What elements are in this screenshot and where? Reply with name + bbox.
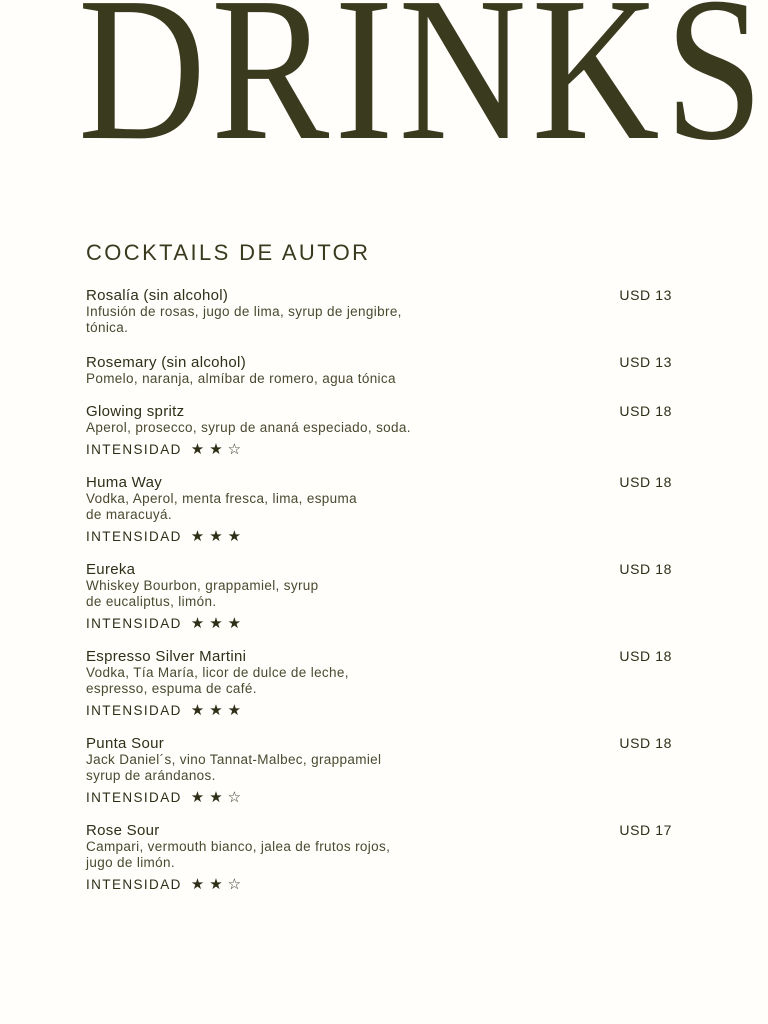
- item-name: Punta Sour: [86, 735, 165, 752]
- item-description: Vodka, Tía María, licor de dulce de leche, espresso, espuma de café.: [86, 665, 349, 696]
- star-filled-icon: ★: [209, 439, 223, 458]
- item-description: Whiskey Bourbon, grappamiel, syrup de eucaliptus, limón.: [86, 578, 319, 609]
- intensity-label: INTENSIDAD: [86, 529, 182, 544]
- item-description: Vodka, Aperol, menta fresca, lima, espuma de maracuyá.: [86, 491, 357, 522]
- star-rating: [191, 789, 246, 807]
- page-title: DRINKS: [78, 0, 768, 183]
- menu-item: [86, 474, 672, 545]
- star-filled-icon: ★: [190, 439, 205, 458]
- item-price: USD 18: [619, 735, 672, 751]
- star-filled-icon: ★: [209, 787, 223, 806]
- star-rating: [191, 615, 246, 633]
- intensity-rating: [86, 528, 672, 545]
- star-filled-icon: ★: [209, 700, 223, 719]
- intensity-rating: [86, 789, 672, 806]
- item-description: Aperol, prosecco, syrup de ananá especiado, soda.: [86, 420, 411, 435]
- intensity-rating: [86, 876, 672, 893]
- item-price: USD 18: [619, 561, 672, 577]
- star-filled-icon: ★: [190, 874, 205, 893]
- item-name: Rose Sour: [86, 822, 160, 839]
- item-description: Jack Daniel´s, vino Tannat-Malbec, grappamiel syrup de arándanos.: [86, 752, 382, 783]
- star-filled-icon: ★: [227, 613, 242, 632]
- item-name: Glowing spritz: [86, 403, 185, 420]
- item-name: Rosemary (sin alcohol): [86, 354, 246, 371]
- item-name: Rosalía (sin alcohol): [86, 287, 229, 304]
- intensity-label: INTENSIDAD: [86, 790, 182, 805]
- menu-item: [86, 354, 672, 387]
- intensity-label: INTENSIDAD: [86, 442, 182, 457]
- star-rating: [191, 876, 246, 894]
- star-outline-icon: ☆: [227, 787, 242, 806]
- item-description: Campari, vermouth bianco, jalea de frutos rojos, jugo de limón.: [86, 839, 391, 870]
- item-description: Infusión de rosas, jugo de lima, syrup de jengibre, tónica.: [86, 304, 402, 335]
- item-name: Huma Way: [86, 474, 163, 491]
- intensity-rating: [86, 615, 672, 632]
- menu-item: [86, 287, 672, 336]
- item-price: USD 18: [619, 403, 672, 419]
- item-price: USD 17: [619, 822, 672, 838]
- menu-item: [86, 403, 672, 458]
- item-price: USD 13: [619, 287, 672, 303]
- star-rating: [191, 528, 246, 546]
- star-filled-icon: ★: [190, 613, 205, 632]
- menu-item: [86, 735, 672, 806]
- menu-item: [86, 648, 672, 719]
- menu-item-list: [86, 287, 672, 893]
- star-outline-icon: ☆: [227, 874, 242, 893]
- menu-item: [86, 561, 672, 632]
- star-filled-icon: ★: [209, 613, 223, 632]
- section-title: COCKTAILS DE AUTOR: [86, 240, 371, 265]
- star-filled-icon: ★: [190, 787, 205, 806]
- star-rating: [191, 441, 246, 459]
- star-filled-icon: ★: [209, 526, 223, 545]
- intensity-label: INTENSIDAD: [86, 616, 182, 631]
- intensity-label: INTENSIDAD: [86, 703, 182, 718]
- item-price: USD 18: [619, 648, 672, 664]
- star-filled-icon: ★: [209, 874, 223, 893]
- star-rating: [191, 702, 246, 720]
- item-name: Espresso Silver Martini: [86, 648, 247, 665]
- item-description: Pomelo, naranja, almíbar de romero, agua tónica: [86, 371, 396, 386]
- star-outline-icon: ☆: [227, 439, 242, 458]
- menu-item: [86, 822, 672, 893]
- star-filled-icon: ★: [190, 700, 205, 719]
- star-filled-icon: ★: [227, 700, 242, 719]
- star-filled-icon: ★: [190, 526, 205, 545]
- item-name: Eureka: [86, 561, 136, 578]
- item-price: USD 13: [619, 354, 672, 370]
- intensity-rating: [86, 441, 672, 458]
- item-price: USD 18: [619, 474, 672, 490]
- intensity-rating: [86, 702, 672, 719]
- star-filled-icon: ★: [227, 526, 242, 545]
- intensity-label: INTENSIDAD: [86, 877, 182, 892]
